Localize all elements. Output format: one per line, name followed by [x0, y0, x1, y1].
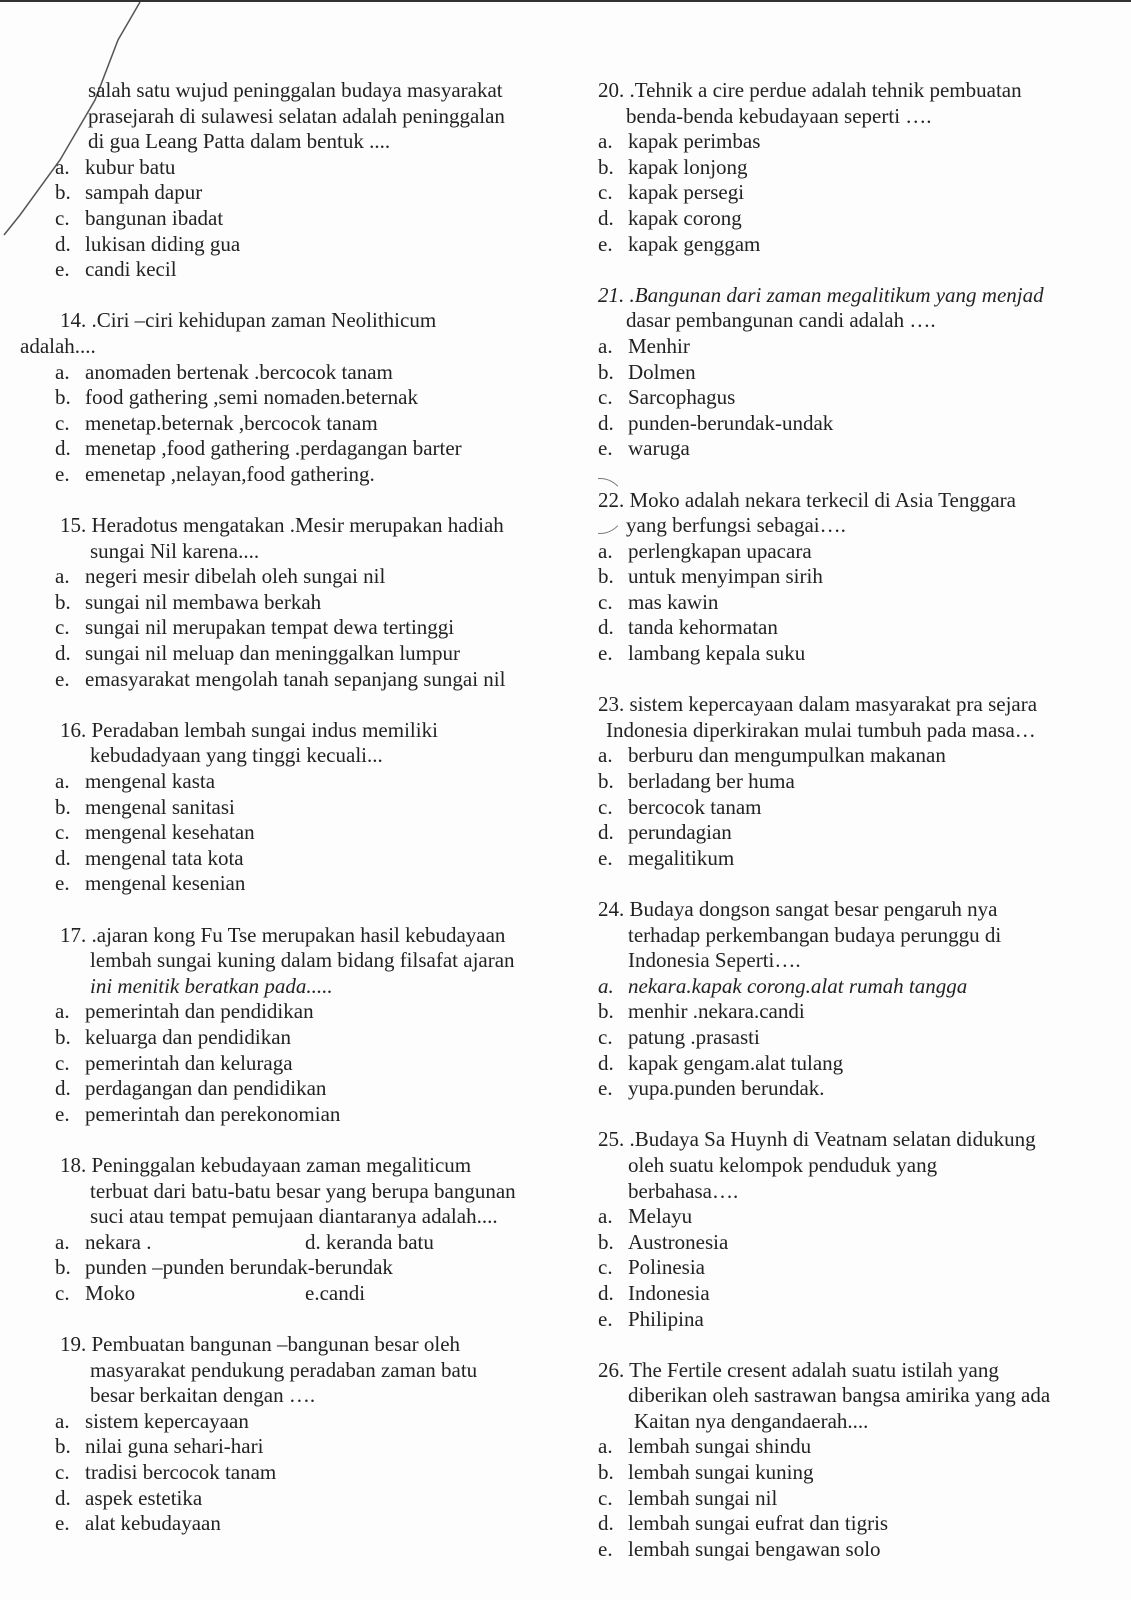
- option: e. yupa.punden berundak.: [598, 1076, 825, 1101]
- option: b. keluarga dan pendidikan: [55, 1024, 292, 1049]
- stem-line: 15. Heradotus mengatakan .Mesir merupakan hadiah: [60, 513, 504, 538]
- option-list: [598, 743, 1131, 871]
- option: c. sungai nil merupakan tempat dewa tertinggi: [55, 615, 455, 640]
- question-stem: [0, 78, 570, 155]
- option: b. food gathering ,semi nomaden.beternak: [55, 385, 418, 410]
- stem-line: salah satu wujud peninggalan budaya masyarakat: [88, 78, 503, 102]
- option: e. pemerintah dan perekonomian: [55, 1101, 341, 1126]
- question-stem: [598, 488, 1131, 539]
- option: c. bangunan ibadat: [55, 205, 224, 230]
- option-list: [598, 1204, 1131, 1332]
- stem-line: 17. .ajaran kong Fu Tse merupakan hasil kebudayaan: [60, 922, 506, 947]
- question-17: [0, 923, 570, 1128]
- option: d. kapak corong: [598, 205, 742, 230]
- option: d. kapak gengam.alat tulang: [598, 1050, 844, 1075]
- left-column: [0, 78, 570, 1562]
- question-stem: [0, 923, 570, 1000]
- option: a. kubur batu: [55, 154, 176, 179]
- question-26: [598, 1358, 1131, 1563]
- question-16: [0, 718, 570, 897]
- option-list: [0, 564, 570, 692]
- question-stem: [598, 78, 1131, 129]
- question-20: [598, 78, 1131, 257]
- stem-line: 20. .Tehnik a cire perdue adalah tehnik pembuatan: [598, 78, 1022, 102]
- option: b. lembah sungai kuning: [598, 1460, 814, 1485]
- question-stem: [598, 1127, 1131, 1204]
- question-24: [598, 897, 1131, 1102]
- option: b. nilai guna sehari-hari: [55, 1434, 264, 1459]
- option-list: [0, 769, 570, 897]
- option: c. Moko: [55, 1280, 136, 1305]
- option: d. punden-berundak-undak: [598, 410, 834, 435]
- stem-line: Indonesia diperkirakan mulai tumbuh pada masa…: [606, 717, 1036, 742]
- stem-line: Kaitan nya dengandaerah....: [634, 1408, 869, 1433]
- option: c. bercocok tanam: [598, 794, 762, 819]
- option: a. sistem kepercayaan: [55, 1408, 249, 1433]
- stem-line: 22. Moko adalah nekara terkecil di Asia Tenggara: [598, 487, 1016, 512]
- stem-line: oleh suatu kelompok penduduk yang: [628, 1152, 938, 1177]
- stem-line: lembah sungai kuning dalam bidang filsafat ajaran: [90, 948, 515, 973]
- option: b. sungai nil membawa berkah: [55, 589, 322, 614]
- option-list: [0, 155, 570, 283]
- option-list: [0, 360, 570, 488]
- option: e. alat kebudayaan: [55, 1511, 221, 1536]
- option-row: [55, 1255, 570, 1281]
- option-list: [598, 334, 1131, 462]
- question-stem: [598, 692, 1131, 743]
- option: d. perdagangan dan pendidikan: [55, 1076, 327, 1101]
- option-row: [55, 1281, 570, 1307]
- stem-line: diberikan oleh sastrawan bangsa amirika yang ada: [628, 1383, 1051, 1408]
- question-stem: [0, 308, 570, 359]
- stem-line: benda-benda kebudayaan seperti ….: [626, 103, 932, 128]
- stem-line: sungai Nil karena....: [90, 538, 260, 563]
- option: c. Polinesia: [598, 1255, 705, 1280]
- option: a. lembah sungai shindu: [598, 1434, 812, 1459]
- option-list: [0, 999, 570, 1127]
- option: a. nekara.kapak corong.alat rumah tangga: [598, 973, 968, 998]
- stem-line: berbahasa….: [628, 1178, 739, 1203]
- option: d. lembah sungai eufrat dan tigris: [598, 1511, 889, 1536]
- question-stem: [0, 1153, 570, 1230]
- stem-line: 24. Budaya dongson sangat besar pengaruh nya: [598, 897, 998, 921]
- option: c. Sarcophagus: [598, 385, 736, 410]
- option: e. emenetap ,nelayan,food gathering.: [55, 461, 375, 486]
- option: a. pemerintah dan pendidikan: [55, 999, 314, 1024]
- option: e. Philipina: [598, 1306, 704, 1331]
- option: d. perundagian: [598, 820, 732, 845]
- option: e. waruga: [598, 436, 690, 461]
- question-21: [598, 283, 1131, 462]
- question-stem: [0, 513, 570, 564]
- option: a. anomaden bertenak .bercocok tanam: [55, 359, 393, 384]
- option: a. negeri mesir dibelah oleh sungai nil: [55, 564, 386, 589]
- option: e. candi kecil: [55, 257, 177, 282]
- option: e. lambang kepala suku: [598, 641, 806, 666]
- right-column: [598, 78, 1131, 1588]
- question-22: [598, 488, 1131, 667]
- stem-line: 19. Pembuatan bangunan –bangunan besar oleh: [60, 1332, 461, 1357]
- question-14: [0, 308, 570, 487]
- stem-line: terhadap perkembangan budaya perunggu di: [628, 922, 1002, 947]
- option: b. berladang ber huma: [598, 769, 795, 794]
- question-13: [0, 78, 570, 283]
- option: c. mas kawin: [598, 589, 719, 614]
- question-stem: [0, 1332, 570, 1409]
- option: b. sampah dapur: [55, 180, 203, 205]
- stem-line: ini menitik beratkan pada.....: [90, 973, 333, 998]
- option: b. untuk menyimpan sirih: [598, 564, 823, 589]
- option: d. menetap ,food gathering .perdagangan barter: [55, 436, 462, 461]
- stem-line: 26. The Fertile cresent adalah suatu istilah yang: [598, 1357, 999, 1382]
- option: b. punden –punden berundak-berundak: [55, 1255, 393, 1280]
- question-18: [0, 1153, 570, 1307]
- question-19: [0, 1332, 570, 1537]
- stem-line: di gua Leang Patta dalam bentuk ....: [88, 129, 391, 154]
- question-stem: [598, 1358, 1131, 1435]
- option: d. keranda batu: [305, 1229, 434, 1254]
- option: a. mengenal kasta: [55, 769, 216, 794]
- option: c. menetap.beternak ,bercocok tanam: [55, 410, 378, 435]
- question-15: [0, 513, 570, 692]
- stem-line: besar berkaitan dengan ….: [90, 1383, 316, 1408]
- question-stem: [598, 897, 1131, 974]
- option: e.candi: [305, 1280, 366, 1305]
- option-row: [55, 1230, 570, 1256]
- option: b. kapak lonjong: [598, 154, 748, 179]
- option-list: [598, 129, 1131, 257]
- option: e. lembah sungai bengawan solo: [598, 1536, 881, 1561]
- stem-line: 21. .Bangunan dari zaman megalitikum yang menjad: [598, 282, 1044, 307]
- option: d. mengenal tata kota: [55, 845, 244, 870]
- stem-line: terbuat dari batu-batu besar yang berupa bangunan: [90, 1178, 516, 1203]
- stem-line: Indonesia Seperti….: [628, 948, 801, 973]
- option: a. nekara .: [55, 1229, 152, 1254]
- option: e. kapak genggam: [598, 231, 761, 256]
- stem-line: 14. .Ciri –ciri kehidupan zaman Neolithicum: [60, 308, 437, 333]
- option: d. lukisan diding gua: [55, 231, 241, 256]
- option: c. lembah sungai nil: [598, 1485, 778, 1510]
- option: e. mengenal kesenian: [55, 871, 246, 896]
- stem-line: yang berfungsi sebagai….: [626, 513, 846, 538]
- stem-line: masyarakat pendukung peradaban zaman batu: [90, 1357, 478, 1382]
- option-list: [0, 1230, 570, 1307]
- option: a. Melayu: [598, 1204, 693, 1229]
- option: e. emasyarakat mengolah tanah sepanjang sungai nil: [55, 666, 506, 691]
- option: c. pemerintah dan keluraga: [55, 1050, 293, 1075]
- stem-line: kebudadyaan yang tinggi kecuali...: [90, 743, 383, 768]
- option: c. tradisi bercocok tanam: [55, 1460, 277, 1485]
- stem-line: 23. sistem kepercayaan dalam masyarakat pra sejara: [598, 692, 1038, 717]
- option: a. berburu dan mengumpulkan makanan: [598, 743, 946, 768]
- stem-line: adalah....: [20, 333, 96, 358]
- option: c. mengenal kesehatan: [55, 820, 255, 845]
- option: d. tanda kehormatan: [598, 615, 778, 640]
- option: d. aspek estetika: [55, 1485, 203, 1510]
- option: b. Dolmen: [598, 359, 696, 384]
- option-list: [598, 1434, 1131, 1562]
- option: a. Menhir: [598, 333, 690, 358]
- option: c. patung .prasasti: [598, 1024, 760, 1049]
- option: d. sungai nil meluap dan meninggalkan lumpur: [55, 641, 461, 666]
- option: b. menhir .nekara.candi: [598, 999, 805, 1024]
- option-list: [0, 1409, 570, 1537]
- option: c. kapak persegi: [598, 180, 745, 205]
- question-stem: [598, 283, 1131, 334]
- option: e. megalitikum: [598, 845, 735, 870]
- option: a. perlengkapan upacara: [598, 538, 812, 563]
- question-23: [598, 692, 1131, 871]
- stem-line: 16. Peradaban lembah sungai indus memiliki: [60, 717, 438, 742]
- option: b. mengenal sanitasi: [55, 794, 235, 819]
- option-list: [598, 539, 1131, 667]
- stem-line: 18. Peninggalan kebudayaan zaman megaliticum: [60, 1152, 472, 1177]
- stem-line: suci atau tempat pemujaan diantaranya adalah....: [90, 1204, 498, 1229]
- option-list: [598, 974, 1131, 1102]
- option: a. kapak perimbas: [598, 129, 761, 154]
- question-25: [598, 1127, 1131, 1332]
- stem-line: dasar pembangunan candi adalah ….: [626, 308, 936, 333]
- stem-line: prasejarah di sulawesi selatan adalah peninggalan: [88, 103, 505, 128]
- stem-line: 25. .Budaya Sa Huynh di Veatnam selatan didukung: [598, 1127, 1036, 1152]
- option: d. Indonesia: [598, 1280, 710, 1305]
- question-stem: [0, 718, 570, 769]
- option: b. Austronesia: [598, 1229, 729, 1254]
